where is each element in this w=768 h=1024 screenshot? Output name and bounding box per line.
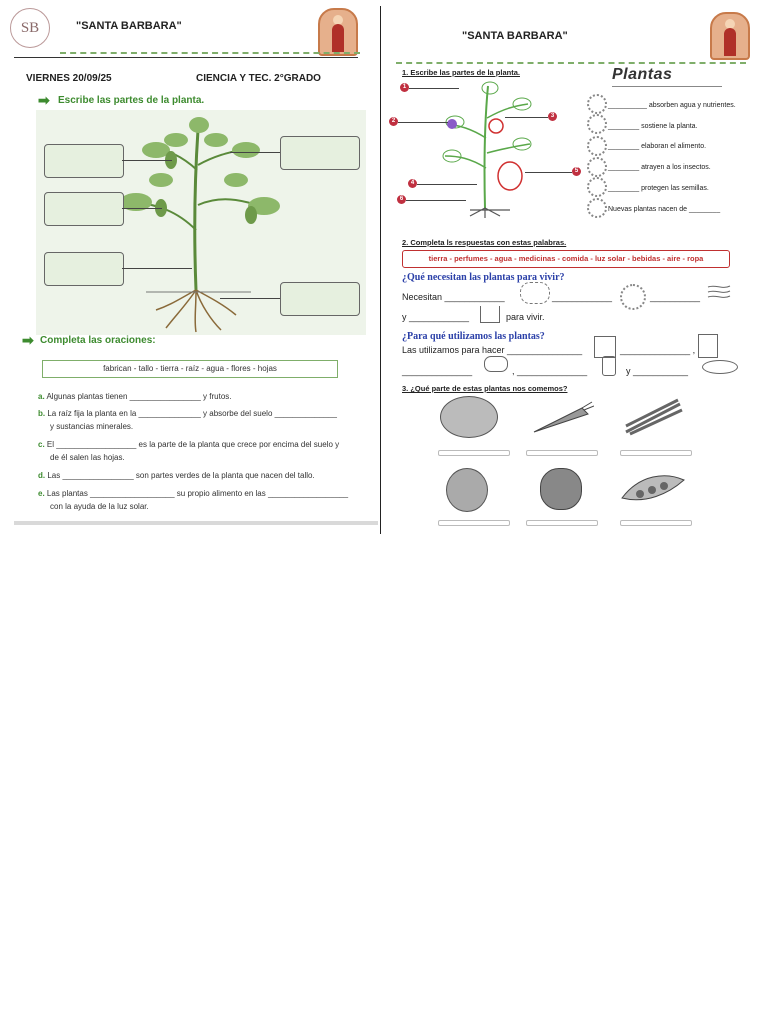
answer-line-artichoke[interactable] (438, 520, 510, 526)
word-bank: fabrican - tallo - tierra - raíz - agua - flores - hojas (42, 360, 338, 378)
soil-pot-icon (480, 306, 500, 323)
flower-bullet-icon (587, 114, 607, 134)
section-3-title: 3. ¿Qué parte de estas plantas nos comemos? (402, 384, 568, 393)
sentence: c. El __________________ es la parte de la planta que crece por encima del suelo y (38, 440, 340, 449)
plantas-title: Plantas (612, 66, 673, 83)
arrow-1-icon: ➡ (38, 92, 50, 108)
section-1-title: 1. Escribe las partes de la planta. (402, 68, 520, 77)
asparagus-icon (624, 398, 684, 436)
flower-bullet-icon (587, 94, 607, 114)
perfume-icon (602, 356, 616, 376)
peas-icon (620, 470, 686, 506)
school-seal-logo (10, 8, 50, 48)
rain-cloud-icon (520, 282, 550, 304)
artichoke-icon (446, 468, 488, 512)
flower-bullet-icon (587, 136, 607, 156)
answer-line-carrot[interactable] (526, 450, 598, 456)
header-divider (60, 52, 360, 54)
function-1: __________ absorben agua y nutrientes. (608, 102, 736, 109)
food-plate-icon (702, 360, 738, 374)
title-underline (612, 86, 722, 87)
sentence: d. Las ________________ son partes verdes de la planta que nacen del tallo. (38, 471, 315, 480)
part-number-6: 6 (397, 195, 406, 204)
label-box-fruit[interactable] (44, 192, 124, 226)
flower-bullet-icon (587, 198, 607, 218)
date-label: VIERNES 20/09/25 (26, 73, 112, 84)
plant-diagram (410, 78, 600, 218)
juice-box-icon (698, 334, 718, 358)
word-options: tierra - perfumes - agua - medicinas - comida - luz solar - bebidas - aire - ropa (402, 250, 730, 268)
answer-line-peas[interactable] (620, 520, 692, 526)
sentence: y sustancias minerales. (50, 422, 134, 431)
answer-line-apple[interactable] (526, 520, 598, 526)
uses-line-2c: y ___________ (626, 366, 689, 376)
label-box-leaves[interactable] (280, 136, 360, 170)
answer-line-asparagus[interactable] (620, 450, 692, 456)
lettuce-icon (440, 396, 498, 438)
carrot-icon (532, 400, 594, 434)
part-number-5: 5 (572, 167, 581, 176)
exercise-1-title: Escribe las partes de la planta. (58, 95, 205, 106)
question-needs: ¿Qué necesitan las plantas para vivir? (402, 272, 565, 283)
page-bottom-edge (14, 521, 378, 525)
uses-line-1: Las utilizamos para hacer _______________ (402, 345, 583, 355)
school-name: "SANTA BARBARA" (76, 20, 182, 32)
uses-line-2a: ______________ (402, 366, 473, 376)
uses-line-1b: ______________ , (620, 345, 696, 355)
sentence: a. Algunas plantas tienen ________________ y frutos. (38, 392, 232, 401)
seal-monogram: SB (20, 19, 40, 36)
pointer-line (406, 200, 466, 201)
uses-line-2b: , ______________ (512, 366, 588, 376)
flower-bullet-icon (587, 157, 607, 177)
part-number-4: 4 (408, 179, 417, 188)
label-box-flower[interactable] (44, 144, 124, 178)
part-number-1: 1 (400, 83, 409, 92)
pointer-line (525, 172, 572, 173)
shirt-icon (594, 336, 616, 358)
label-box-stem[interactable] (44, 252, 124, 286)
pointer-line (122, 160, 172, 161)
needs-line-1: Necesitan ____________ (402, 292, 505, 302)
question-uses: ¿Para qué utilizamos las plantas? (402, 331, 545, 342)
header-divider-right (396, 62, 746, 64)
subject-label: CIENCIA Y TEC. 2°GRADO (196, 73, 321, 84)
needs-line-2b: para vivir. (506, 312, 545, 322)
saint-image-icon (318, 8, 358, 56)
sun-icon (620, 284, 646, 310)
function-5: ________ protegen las semillas. (608, 185, 709, 192)
flower-bullet-icon (587, 177, 607, 197)
sentence: b. La raíz fija la planta en la ______________ y absorbe del suelo ______________ (38, 409, 337, 418)
sentence: e. Las plantas ___________________ su propio alimento en las __________________ (38, 489, 349, 498)
sentence: con la ayuda de la luz solar. (50, 502, 149, 511)
sentence-list (38, 392, 378, 515)
pointer-line (122, 268, 192, 269)
pills-icon (484, 356, 508, 372)
needs-line-1c: __________ (650, 292, 701, 302)
function-6: Nuevas plantas nacen de ________ (608, 206, 721, 213)
part-number-2: 2 (389, 117, 398, 126)
arrow-2-icon: ➡ (22, 332, 34, 348)
saint-image-icon (710, 12, 750, 60)
apple-icon (540, 468, 582, 510)
label-box-root[interactable] (280, 282, 360, 316)
needs-line-2: y ____________ (402, 312, 470, 322)
pointer-line (220, 298, 280, 299)
school-name-right: "SANTA BARBARA" (462, 30, 568, 42)
page-divider (380, 6, 381, 534)
part-number-3: 3 (548, 112, 557, 121)
pointer-line (409, 88, 459, 89)
answer-line-lettuce[interactable] (438, 450, 510, 456)
pointer-line (398, 122, 448, 123)
function-2: ________ sostiene la planta. (608, 123, 698, 130)
wind-icon (706, 282, 732, 300)
needs-line-1b: ____________ (552, 292, 613, 302)
function-3: ________ elaboran el alimento. (608, 143, 707, 150)
pointer-line (122, 208, 162, 209)
pointer-line (417, 184, 477, 185)
section-2-title: 2. Completa ls respuestas con estas palabras. (402, 238, 567, 247)
function-4: ________ atrayen a los insectos. (608, 164, 711, 171)
pointer-line (230, 152, 280, 153)
pointer-line (505, 117, 548, 118)
header-rule (14, 57, 358, 58)
exercise-2-title: Completa las oraciones: (40, 335, 156, 346)
sentence: de él salen las hojas. (50, 453, 125, 462)
